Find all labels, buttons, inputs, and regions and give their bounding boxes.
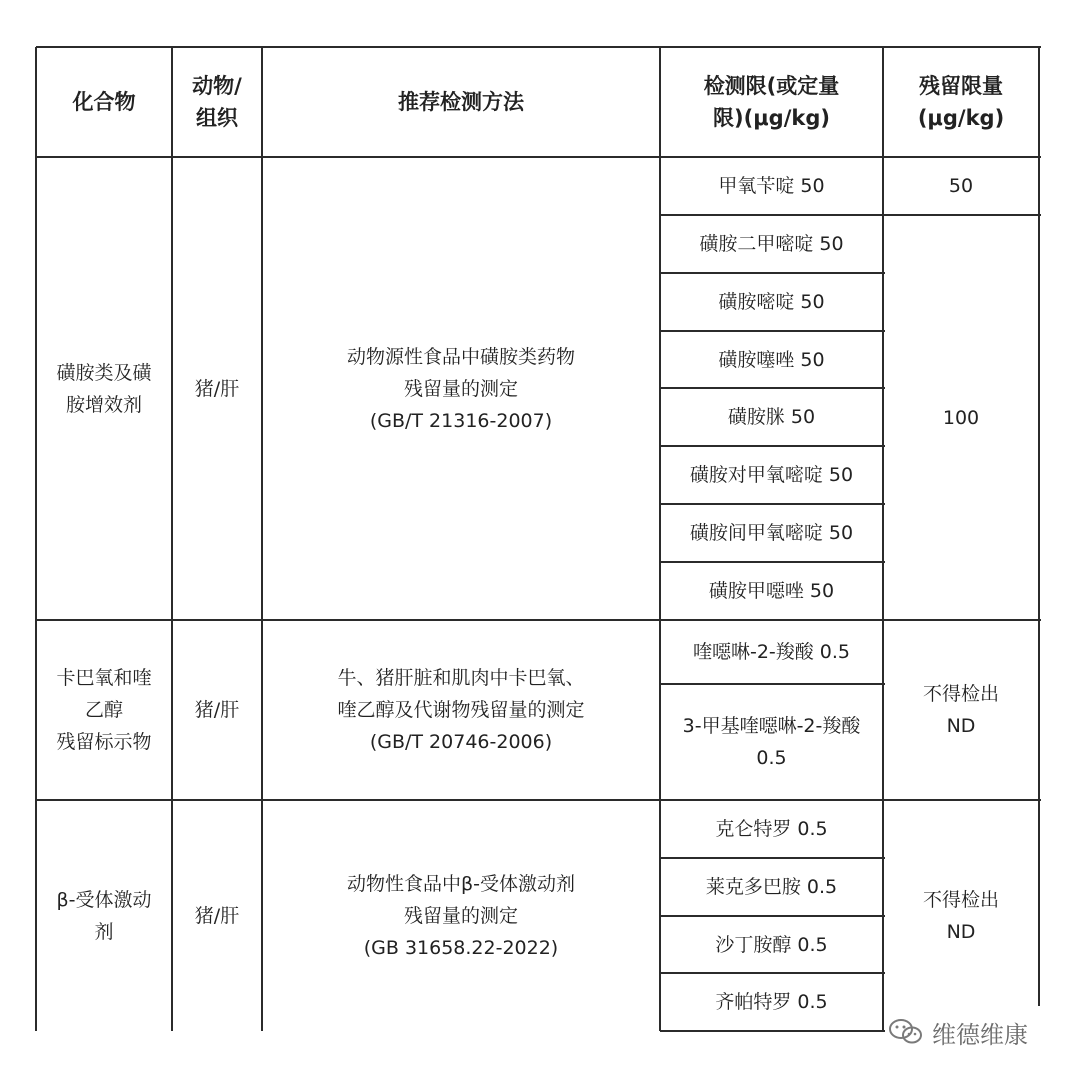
table-rule [883,214,1041,216]
detection-limit-cell [660,157,883,215]
compound-cell [36,620,172,800]
detection-limit-cell-text: 磺胺嘧啶 50 [718,291,825,313]
header-detection-limit-text: 检测限(或定量 限)(μg/kg) [703,74,840,130]
tissue-cell-text: 猪/肝 [194,699,240,721]
header-animal-tissue-text: 动物/ 组织 [192,74,242,130]
detection-limit-cell-text: 磺胺二甲嘧啶 50 [699,233,844,255]
tissue-cell-text: 猪/肝 [194,904,240,927]
table-rule [660,972,885,974]
method-cell-text: 牛、猪肝脏和肌肉中卡巴氧、 喹乙醇及代谢物残留量的测定 (GB/T 20746-2006) [337,667,585,753]
mrl-cell-text: 50 [948,175,974,197]
detection-limit-cell-text: 磺胺间甲氧嘧啶 50 [689,522,854,544]
tissue-cell-text: 猪/肝 [194,377,240,400]
header-animal-tissue [172,47,262,157]
detection-limit-cell [660,800,883,858]
table-rule [659,47,661,1031]
tissue-cell [172,800,262,1031]
compound-cell-text: 磺胺类及磺 胺增效剂 [56,361,152,416]
header-mrl [883,47,1039,157]
table-rule [36,46,1041,48]
table-rule [261,47,263,1031]
detection-limit-cell [660,620,883,684]
table-rule [36,619,1041,621]
table-rule [660,683,885,685]
watermark [888,1012,1028,1052]
detection-limit-cell [660,858,883,916]
header-compound-text: 化合物 [72,90,136,114]
watermark-text: 维德维康 [932,1020,1028,1049]
detection-limit-cell [660,504,883,562]
header-detection-limit [660,47,883,157]
table-rule [660,445,885,447]
detection-limit-cell-text: 沙丁胺醇 0.5 [715,933,828,956]
header-compound [36,47,172,157]
compound-cell-text: 卡巴氧和喹 乙醇 残留标示物 [56,667,152,753]
detection-limit-cell-text: 磺胺甲噁唑 50 [708,580,835,602]
method-cell [262,157,660,620]
table-rule [36,799,1041,801]
table-rule [660,214,885,216]
detection-limit-cell-text: 磺胺脒 50 [727,406,816,428]
tissue-cell [172,157,262,620]
detection-limit-cell [660,388,883,446]
table-rule [660,857,885,859]
table-rule [882,47,884,1031]
table-rule [171,47,173,1031]
detection-limit-cell [660,562,883,620]
table-rule [660,387,885,389]
compound-cell-text: β-受体激动 剂 [56,888,152,943]
mrl-cell-text: 不得检出 ND [922,683,999,737]
table-rule [35,47,37,1031]
detection-limit-cell-text: 莱克多巴胺 0.5 [705,876,838,898]
detection-limit-cell [660,973,883,1031]
table-rule [660,915,885,917]
detection-limit-cell [660,273,883,331]
table-rule [660,561,885,563]
mrl-cell [883,157,1039,215]
method-cell-text: 动物性食品中β-受体激动剂 残留量的测定 (GB 31658.22-2022) [347,872,575,959]
header-mrl-text: 残留限量 (μg/kg) [917,74,1005,130]
detection-limit-cell-text: 甲氧苄啶 50 [718,175,825,197]
compound-cell [36,800,172,1031]
detection-limit-cell [660,331,883,388]
detection-limit-cell-text: 磺胺对甲氧嘧啶 50 [689,464,854,486]
header-method [262,47,660,157]
detection-limit-cell-text: 喹噁啉-2-羧酸 0.5 [692,641,851,663]
table-rule [660,272,885,274]
table-rule [660,1030,885,1032]
method-cell-text: 动物源性食品中磺胺类药物 残留量的测定 (GB/T 21316-2007) [346,345,575,432]
mrl-cell-text: 100 [942,406,980,429]
detection-limit-cell [660,215,883,273]
mrl-cell [883,800,1039,1031]
detection-limit-cell-text: 克仑特罗 0.5 [715,818,828,840]
table-rule [660,330,885,332]
detection-limit-cell-text: 齐帕特罗 0.5 [715,991,828,1013]
detection-limit-cell [660,684,883,800]
detection-limit-cell-text: 磺胺噻唑 50 [718,348,825,371]
header-method-text: 推荐检测方法 [398,90,524,114]
table-rule [36,156,1041,158]
mrl-cell-text: 不得检出 ND [922,888,999,943]
method-cell [262,800,660,1031]
table-rule [660,503,885,505]
mrl-cell [883,215,1039,620]
detection-limit-cell-text: 3-甲基喹噁啉-2-羧酸 0.5 [682,715,861,769]
compound-cell [36,157,172,620]
method-cell [262,620,660,800]
mrl-cell [883,620,1039,800]
wechat-icon [888,1017,924,1047]
detection-limit-cell [660,446,883,504]
detection-limit-cell [660,916,883,973]
table-rule [1038,47,1040,1006]
tissue-cell [172,620,262,800]
